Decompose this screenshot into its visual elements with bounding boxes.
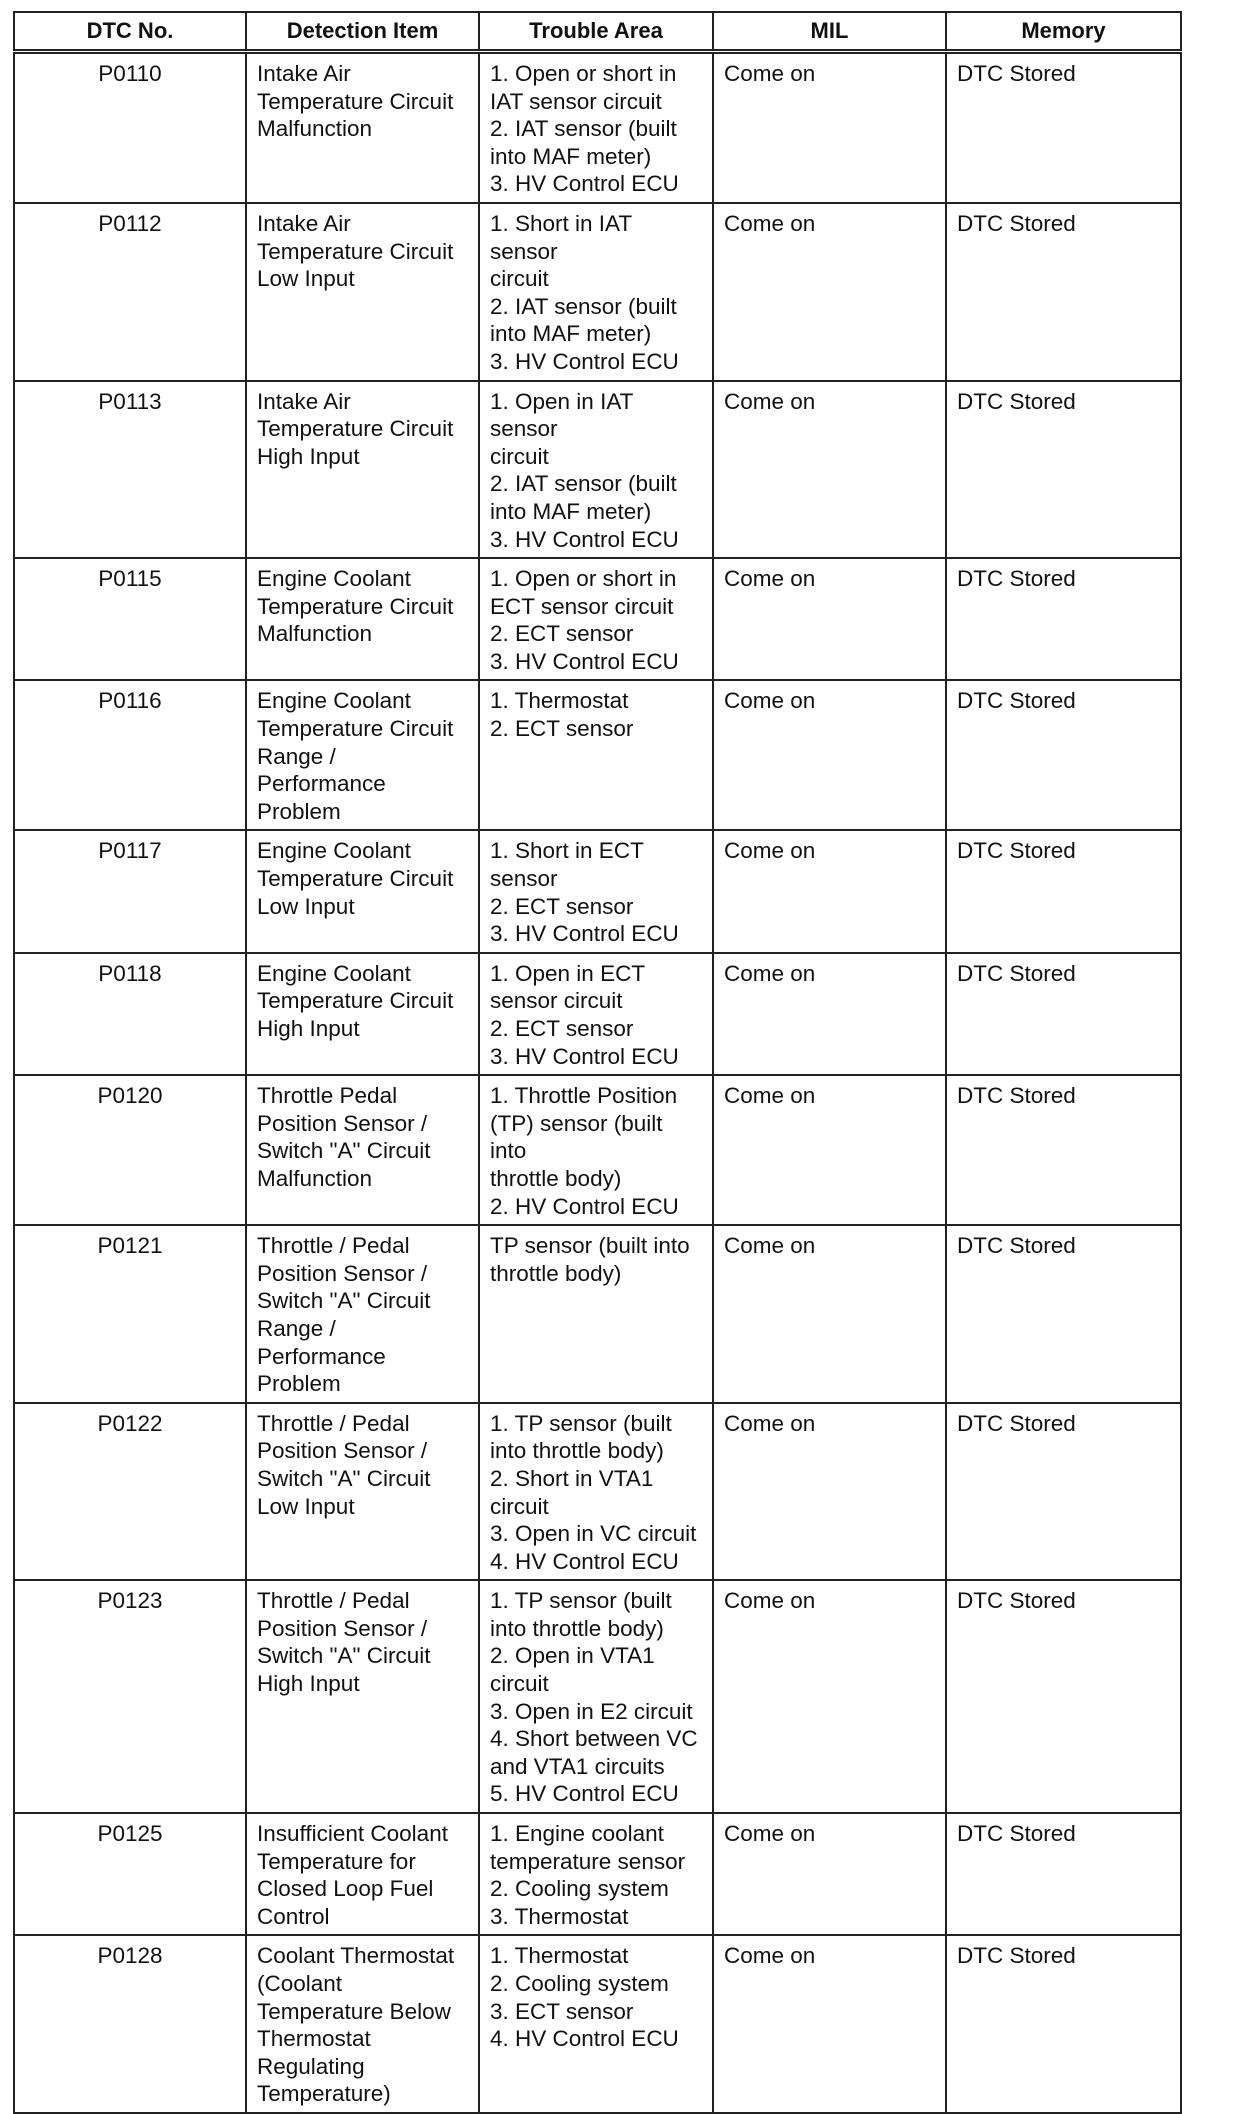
memory-status: DTC Stored <box>946 1225 1181 1403</box>
detection-item: Engine Coolant Temperature Circuit Range / Performance Problem <box>246 680 479 830</box>
memory-status: DTC Stored <box>946 1580 1181 1813</box>
memory-status: DTC Stored <box>946 1403 1181 1581</box>
trouble-area: 1. Throttle Position (TP) sensor (built into throttle body) 2. HV Control ECU <box>479 1075 713 1225</box>
trouble-area: TP sensor (built into throttle body) <box>479 1225 713 1403</box>
detection-item: Intake Air Temperature Circuit Malfunction <box>246 52 479 203</box>
dtc-code: P0125 <box>14 1813 246 1935</box>
memory-status: DTC Stored <box>946 203 1181 381</box>
detection-item: Engine Coolant Temperature Circuit High Input <box>246 953 479 1075</box>
dtc-code: P0123 <box>14 1580 246 1813</box>
trouble-area: 1. Open in IAT sensor circuit 2. IAT sensor (built into MAF meter) 3. HV Control ECU <box>479 381 713 559</box>
dtc-table <box>13 11 1182 2114</box>
dtc-code: P0115 <box>14 558 246 680</box>
memory-status: DTC Stored <box>946 680 1181 830</box>
header-detection-item: Detection Item <box>246 12 479 52</box>
detection-item: Engine Coolant Temperature Circuit Malfunction <box>246 558 479 680</box>
detection-item: Engine Coolant Temperature Circuit Low Input <box>246 830 479 952</box>
detection-item: Throttle / Pedal Position Sensor / Switch "A" Circuit High Input <box>246 1580 479 1813</box>
mil-status: Come on <box>713 558 946 680</box>
detection-item: Throttle / Pedal Position Sensor / Switch "A" Circuit Low Input <box>246 1403 479 1581</box>
trouble-area: 1. Short in IAT sensor circuit 2. IAT sensor (built into MAF meter) 3. HV Control ECU <box>479 203 713 381</box>
dtc-code: P0128 <box>14 1935 246 2113</box>
mil-status: Come on <box>713 1403 946 1581</box>
header-trouble-area: Trouble Area <box>479 12 713 52</box>
mil-status: Come on <box>713 203 946 381</box>
memory-status: DTC Stored <box>946 1813 1181 1935</box>
memory-status: DTC Stored <box>946 52 1181 203</box>
table-row <box>14 1403 1181 1581</box>
memory-status: DTC Stored <box>946 1075 1181 1225</box>
mil-status: Come on <box>713 381 946 559</box>
trouble-area: 1. Thermostat 2. ECT sensor <box>479 680 713 830</box>
memory-status: DTC Stored <box>946 1935 1181 2113</box>
table-row <box>14 52 1181 203</box>
dtc-code: P0110 <box>14 52 246 203</box>
table-body <box>14 52 1181 2113</box>
trouble-area: 1. Open in ECT sensor circuit 2. ECT sensor 3. HV Control ECU <box>479 953 713 1075</box>
mil-status: Come on <box>713 1935 946 2113</box>
header-mil: MIL <box>713 12 946 52</box>
table-row <box>14 203 1181 381</box>
trouble-area: 1. Engine coolant temperature sensor 2. Cooling system 3. Thermostat <box>479 1813 713 1935</box>
dtc-code: P0120 <box>14 1075 246 1225</box>
dtc-code: P0116 <box>14 680 246 830</box>
table-row <box>14 830 1181 952</box>
memory-status: DTC Stored <box>946 830 1181 952</box>
mil-status: Come on <box>713 680 946 830</box>
trouble-area: 1. Thermostat 2. Cooling system 3. ECT sensor 4. HV Control ECU <box>479 1935 713 2113</box>
mil-status: Come on <box>713 1813 946 1935</box>
trouble-area: 1. Short in ECT sensor 2. ECT sensor 3. HV Control ECU <box>479 830 713 952</box>
detection-item: Intake Air Temperature Circuit High Input <box>246 381 479 559</box>
detection-item: Insufficient Coolant Temperature for Closed Loop Fuel Control <box>246 1813 479 1935</box>
table-header <box>14 12 1181 52</box>
mil-status: Come on <box>713 1580 946 1813</box>
dtc-code: P0112 <box>14 203 246 381</box>
dtc-code: P0118 <box>14 953 246 1075</box>
header-dtc-no: DTC No. <box>14 12 246 52</box>
table-row <box>14 381 1181 559</box>
mil-status: Come on <box>713 52 946 203</box>
trouble-area: 1. TP sensor (built into throttle body) 2. Short in VTA1 circuit 3. Open in VC circuit 4. HV Control ECU <box>479 1403 713 1581</box>
table-row <box>14 1075 1181 1225</box>
table-row <box>14 953 1181 1075</box>
memory-status: DTC Stored <box>946 381 1181 559</box>
mil-status: Come on <box>713 953 946 1075</box>
trouble-area: 1. Open or short in ECT sensor circuit 2. ECT sensor 3. HV Control ECU <box>479 558 713 680</box>
header-row <box>14 12 1181 52</box>
trouble-area: 1. TP sensor (built into throttle body) 2. Open in VTA1 circuit 3. Open in E2 circuit 4. Short between VC and VTA1 circuits 5. HV Control ECU <box>479 1580 713 1813</box>
detection-item: Coolant Thermostat (Coolant Temperature Below Thermostat Regulating Temperature) <box>246 1935 479 2113</box>
table-row <box>14 1813 1181 1935</box>
table-row <box>14 1935 1181 2113</box>
table-row <box>14 558 1181 680</box>
table-row <box>14 1580 1181 1813</box>
header-memory: Memory <box>946 12 1181 52</box>
memory-status: DTC Stored <box>946 953 1181 1075</box>
detection-item: Throttle Pedal Position Sensor / Switch "A" Circuit Malfunction <box>246 1075 479 1225</box>
dtc-code: P0117 <box>14 830 246 952</box>
mil-status: Come on <box>713 830 946 952</box>
mil-status: Come on <box>713 1225 946 1403</box>
dtc-code: P0122 <box>14 1403 246 1581</box>
dtc-code: P0121 <box>14 1225 246 1403</box>
table-row <box>14 1225 1181 1403</box>
table-row <box>14 680 1181 830</box>
memory-status: DTC Stored <box>946 558 1181 680</box>
dtc-code: P0113 <box>14 381 246 559</box>
detection-item: Intake Air Temperature Circuit Low Input <box>246 203 479 381</box>
trouble-area: 1. Open or short in IAT sensor circuit 2. IAT sensor (built into MAF meter) 3. HV Control ECU <box>479 52 713 203</box>
mil-status: Come on <box>713 1075 946 1225</box>
detection-item: Throttle / Pedal Position Sensor / Switch "A" Circuit Range / Performance Problem <box>246 1225 479 1403</box>
